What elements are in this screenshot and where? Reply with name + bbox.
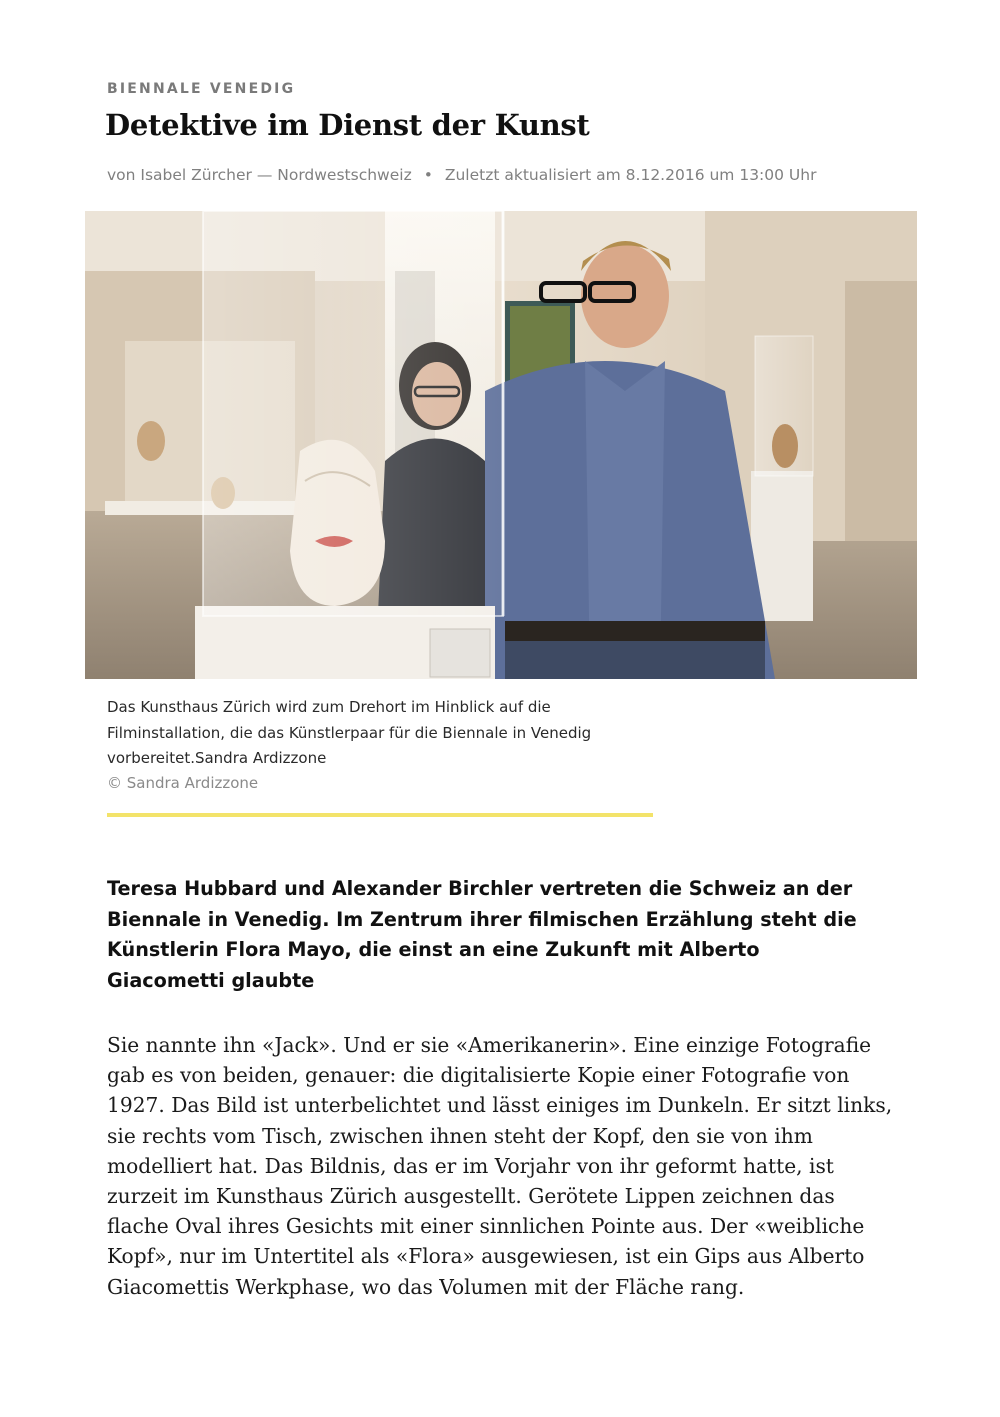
section-kicker[interactable]: BIENNALE VENEDIG bbox=[107, 81, 296, 97]
photo-illustration bbox=[85, 211, 917, 679]
article-body-paragraph: Sie nannte ihn «Jack». Und er sie «Amerikanerin». Eine einzige Fotografie gab es von beiden, genauer: die digitalisierte Kopie einer Fotografie von 1927. Das Bild ist unterbelichtet und lässt einiges im Dunkeln. Er sitzt links, sie rechts vom Tisch, zwischen ihnen steht der Kopf, den sie von ihm modelliert hat. Das Bildnis, das er im Vorjahr von ihr geformt hatte, ist zurzeit im Kunsthaus Zürich ausgestellt. Gerötete Lippen zeichnen das flache Oval ihres Gesichts mit einer sinnlichen Pointe aus. Der «weibliche Kopf», nur im Untertitel als «Flora» ausgewiesen, ist ein Gips aus Alberto Giacomettis Werkphase, wo das Volumen mit der Fläche rang. bbox=[107, 1033, 893, 1299]
updated-timestamp: Zuletzt aktualisiert am 8.12.2016 um 13:00 Uhr bbox=[444, 166, 817, 184]
byline[interactable]: von Isabel Zürcher — Nordwestschweiz bbox=[107, 166, 412, 184]
meta-separator: • bbox=[423, 166, 433, 184]
photo-credit: © Sandra Ardizzone bbox=[107, 774, 259, 792]
accent-divider bbox=[107, 813, 653, 817]
article-lead: Teresa Hubbard und Alexander Birchler vertreten die Schweiz an der Biennale in Venedig. Im Zentrum ihrer filmischen Erzählung steht die Künstlerin Flora Mayo, die einst an eine Zukunft mit Alberto Giacometti glaubte bbox=[107, 877, 857, 992]
photo-caption: Das Kunsthaus Zürich wird zum Drehort im Hinblick auf die Filminstallation, die das Künstlerpaar für die Biennale in Venedig vorbereitet.Sandra Ardizzone bbox=[107, 698, 592, 767]
article-headline: Detektive im Dienst der Kunst bbox=[105, 108, 590, 142]
article-meta bbox=[107, 166, 816, 184]
article-photo[interactable] bbox=[85, 211, 917, 679]
